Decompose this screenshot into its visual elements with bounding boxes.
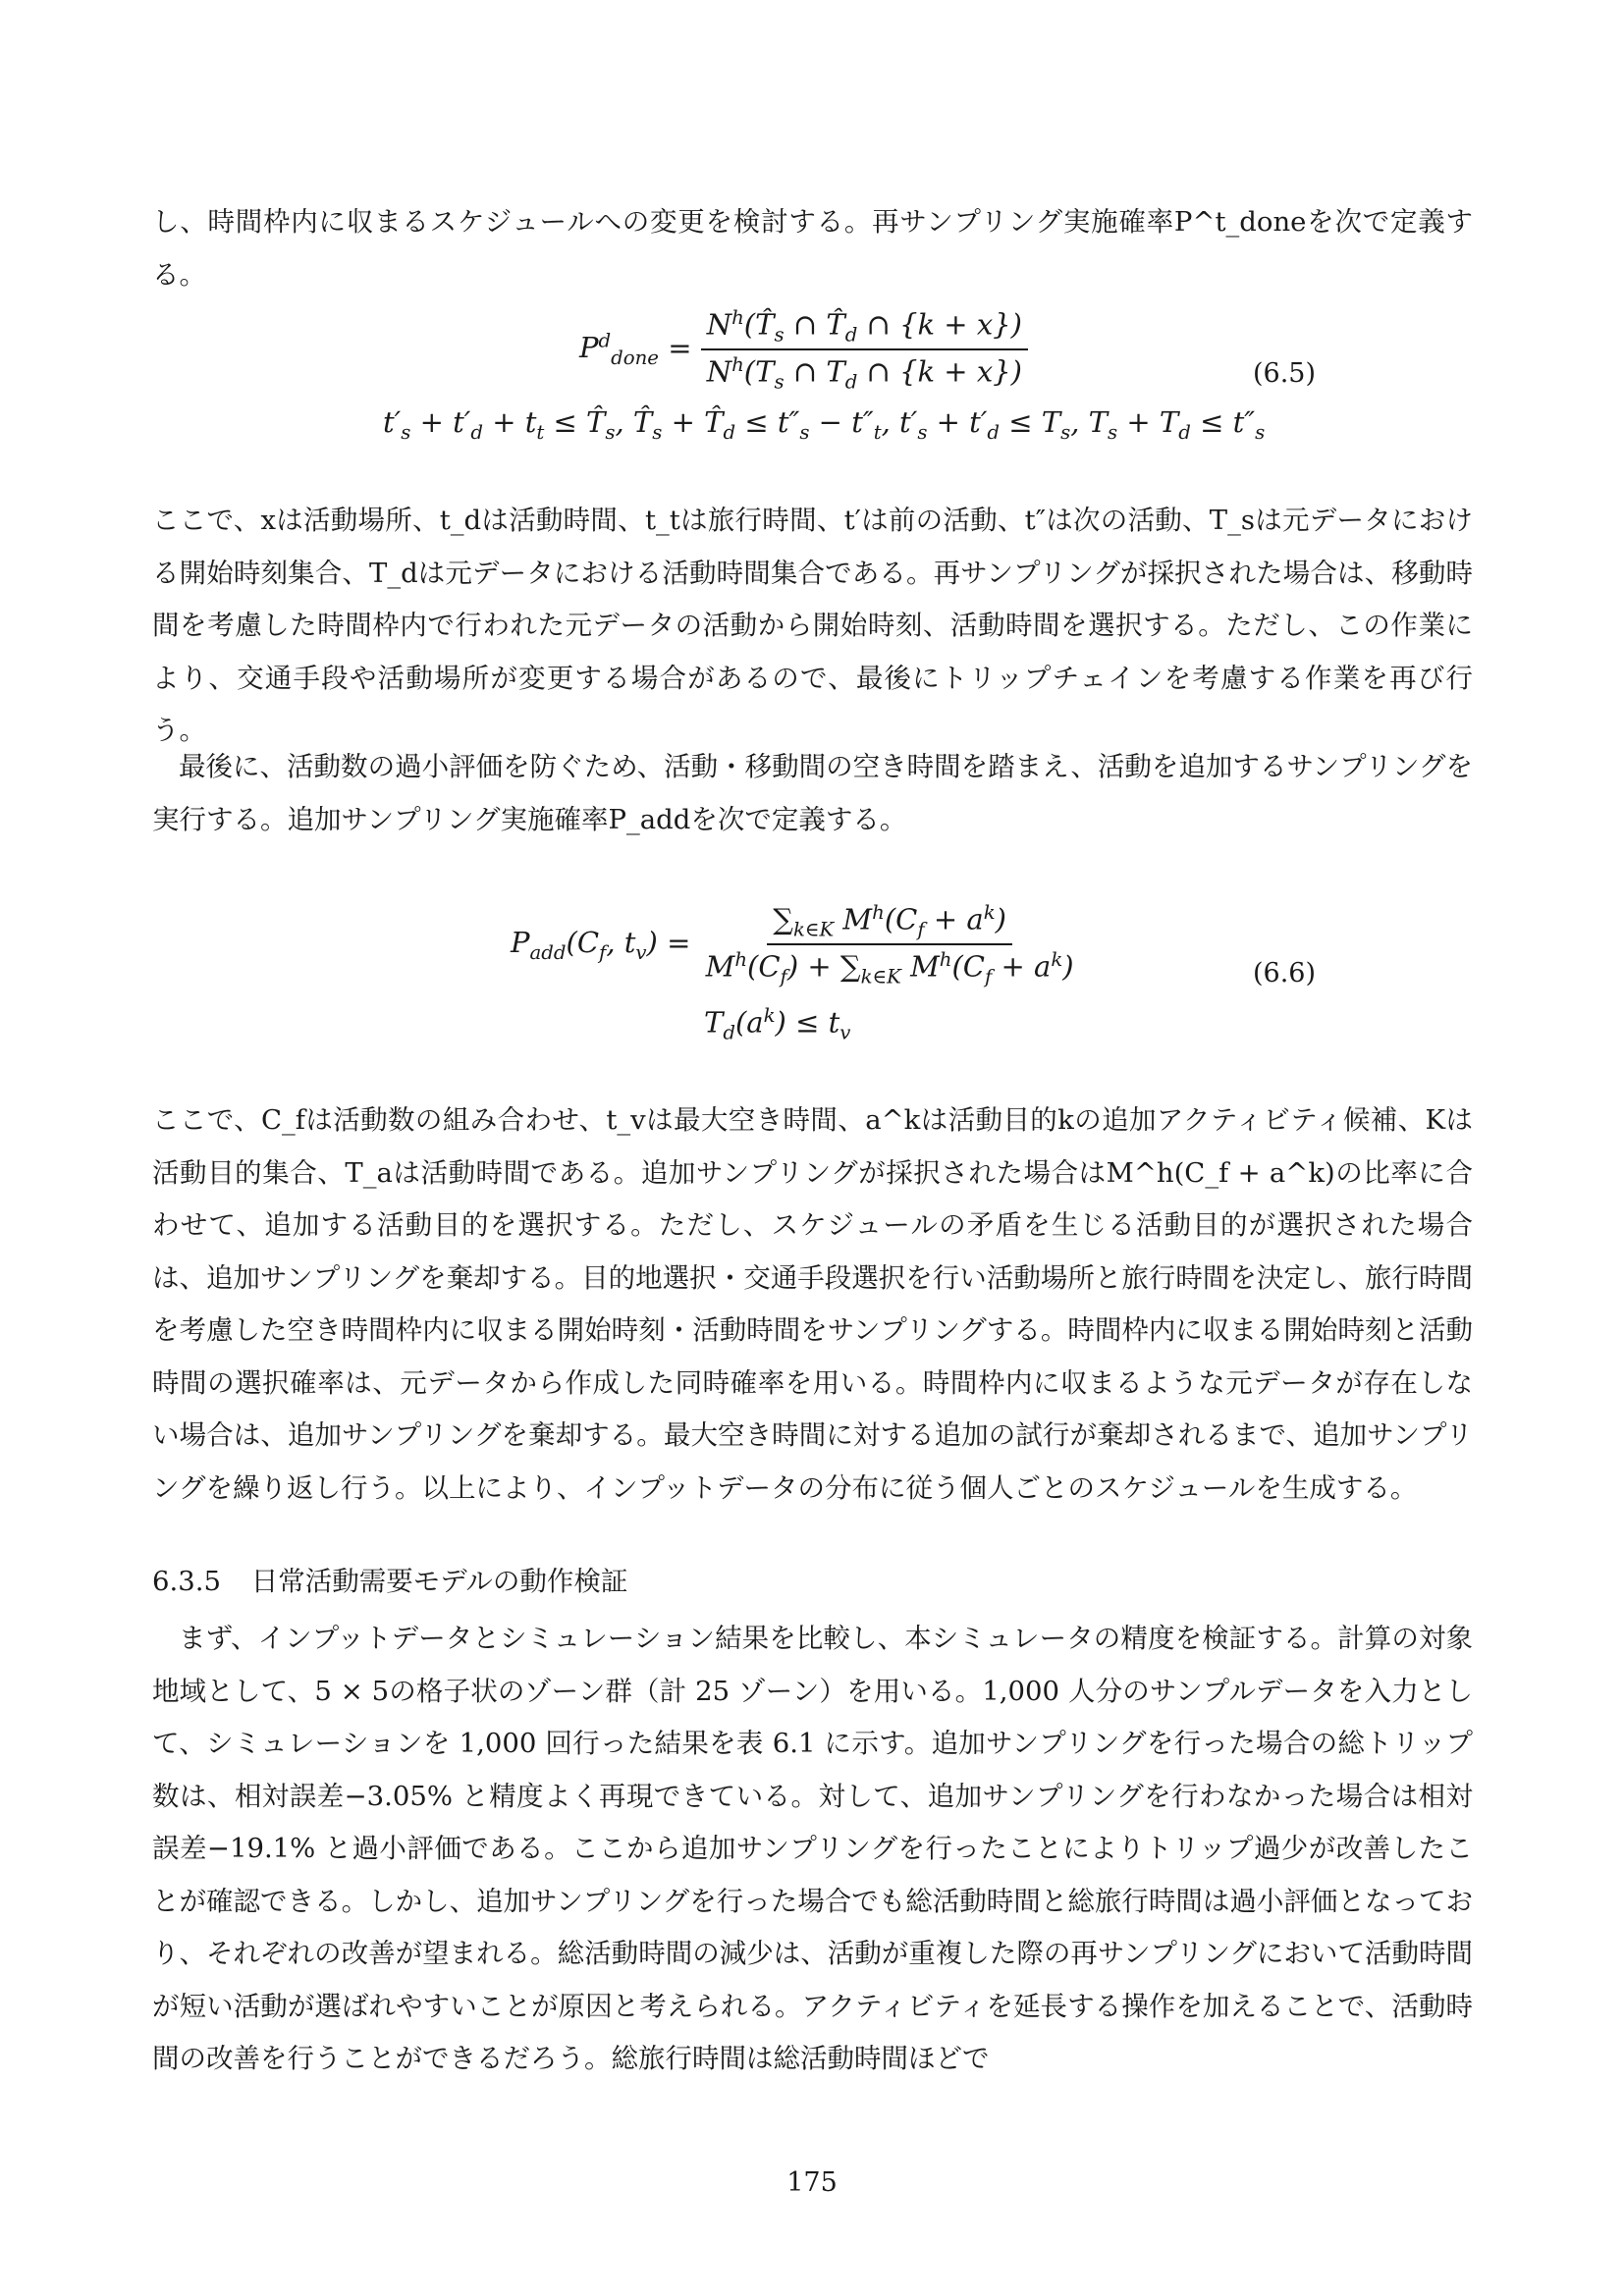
- equation-6-6-line2: $T_d(a^k) \le t_v$: [704, 1004, 851, 1044]
- paragraph-intro: [152, 196, 1473, 301]
- section-title: 日常活動需要モデルの動作検証: [250, 1566, 628, 1597]
- paragraph-variables-2: [152, 1095, 1473, 1515]
- paragraph-verification: [152, 1613, 1473, 2086]
- page-number: 175: [786, 2167, 838, 2198]
- equation-6-5-number: (6.5): [1253, 358, 1317, 389]
- equation-6-6-number: (6.6): [1253, 958, 1317, 988]
- paragraph-4: まず、インプットデータとシミュレーション結果を比較し、本シミュレータの精度を検証する。計算の対象地域として、5 × 5の格子状のゾーン群（計 25 ゾーン）を用いる。1,000 人分のサンプルデータを入力として、シミュレーションを 1,000 回行った結果を表 6.1 に示す。追加サンプリングを行った場合の総トリップ数は、相対誤差−3.05% と精度よく再現できている。対して、追加サンプリングを行わなかった場合は相対誤差−19.1% と過小評価である。ここから追加サンプリングを行ったことによりトリップ過少が改善したことが確認できる。しかし、追加サンプリングを行った場合でも総活動時間と総旅行時間は過小評価となっており、それぞれの改善が望まれる。総活動時間の減少は、活動が重複した際の再サンプリングにおいて活動時間が短い活動が選ばれやすいことが原因と考えられる。アクティビティを延長する操作を加えることで、活動時間の改善を行うことができるだろう。総旅行時間は総活動時間ほどで: [152, 1623, 1473, 2074]
- section-heading: [152, 1559, 627, 1598]
- paragraph-2: 最後に、活動数の過小評価を防ぐため、活動・移動間の空き時間を踏まえ、活動を追加するサンプリングを実行する。追加サンプリング実施確率P_addを次で定義する。: [152, 751, 1473, 835]
- paragraph-add-sampling: [152, 741, 1473, 846]
- paragraph-0: し、時間枠内に収まるスケジュールへの変更を検討する。再サンプリング実施確率P^t_doneを次で定義する。: [152, 206, 1473, 291]
- paragraph-1: ここで、xは活動場所、t_dは活動時間、t_tは旅行時間、t′は前の活動、t″は次の活動、T_sは元データにおける開始時刻集合、T_dは元データにおける活動時間集合である。再サンプリングが採択された場合は、移動時間を考慮した時間枠内で行われた元データの活動から開始時刻、活動時間を選択する。ただし、この作業により、交通手段や活動場所が変更する場合があるので、最後にトリップチェインを考慮する作業を再び行う。: [152, 505, 1473, 746]
- paragraph-3: ここで、C_fは活動数の組み合わせ、t_vは最大空き時間、a^kは活動目的kの追加アクティビティ候補、Kは活動目的集合、T_aは活動時間である。追加サンプリングが採択された場合はM^h(C_f + a^k)の比率に合わせて、追加する活動目的を選択する。ただし、スケジュールの矛盾を生じる活動目的が選択された場合は、追加サンプリングを棄却する。目的地選択・交通手段選択を行い活動場所と旅行時間を決定し、旅行時間を考慮した空き時間枠内に収まる開始時刻・活動時間をサンプリングする。時間枠内に収まる開始時刻と活動時間の選択確率は、元データから作成した同時確率を用いる。時間枠内に収まるような元データが存在しない場合は、追加サンプリングを棄却する。最大空き時間に対する追加の試行が棄却されるまで、追加サンプリングを繰り返し行う。以上により、インプットデータの分布に従う個人ごとのスケジュールを生成する。: [152, 1104, 1473, 1504]
- equation-6-5-line1: $P^d_{done}$ = $\frac{N^h(T̂_s \cap T̂_d \cap \{k + x\})}{N^h(T_s \cap T_d \cap \{k + x\})}$: [579, 306, 1028, 394]
- section-number: 6.3.5: [152, 1566, 221, 1597]
- equation-6-6-line1: $P_{add}(C_f$, $t_v$) = $\frac{\sum_{k\in K} M^h(C_f + a^k)}{M^h(C_f) + \sum_{k\in K} M^h(C_f + a^k)}$: [511, 901, 1074, 988]
- paragraph-variables-1: [152, 495, 1473, 758]
- equation-6-5-line2: $t'_s + t'_d + t_t$ ≤ $T̂_s$, $T̂_s$ + $T̂_d \le t''_s - t''_t$, $t'_s + t'_d \le T_s$, $T_s + T_d \le t''_s$: [383, 405, 1266, 444]
